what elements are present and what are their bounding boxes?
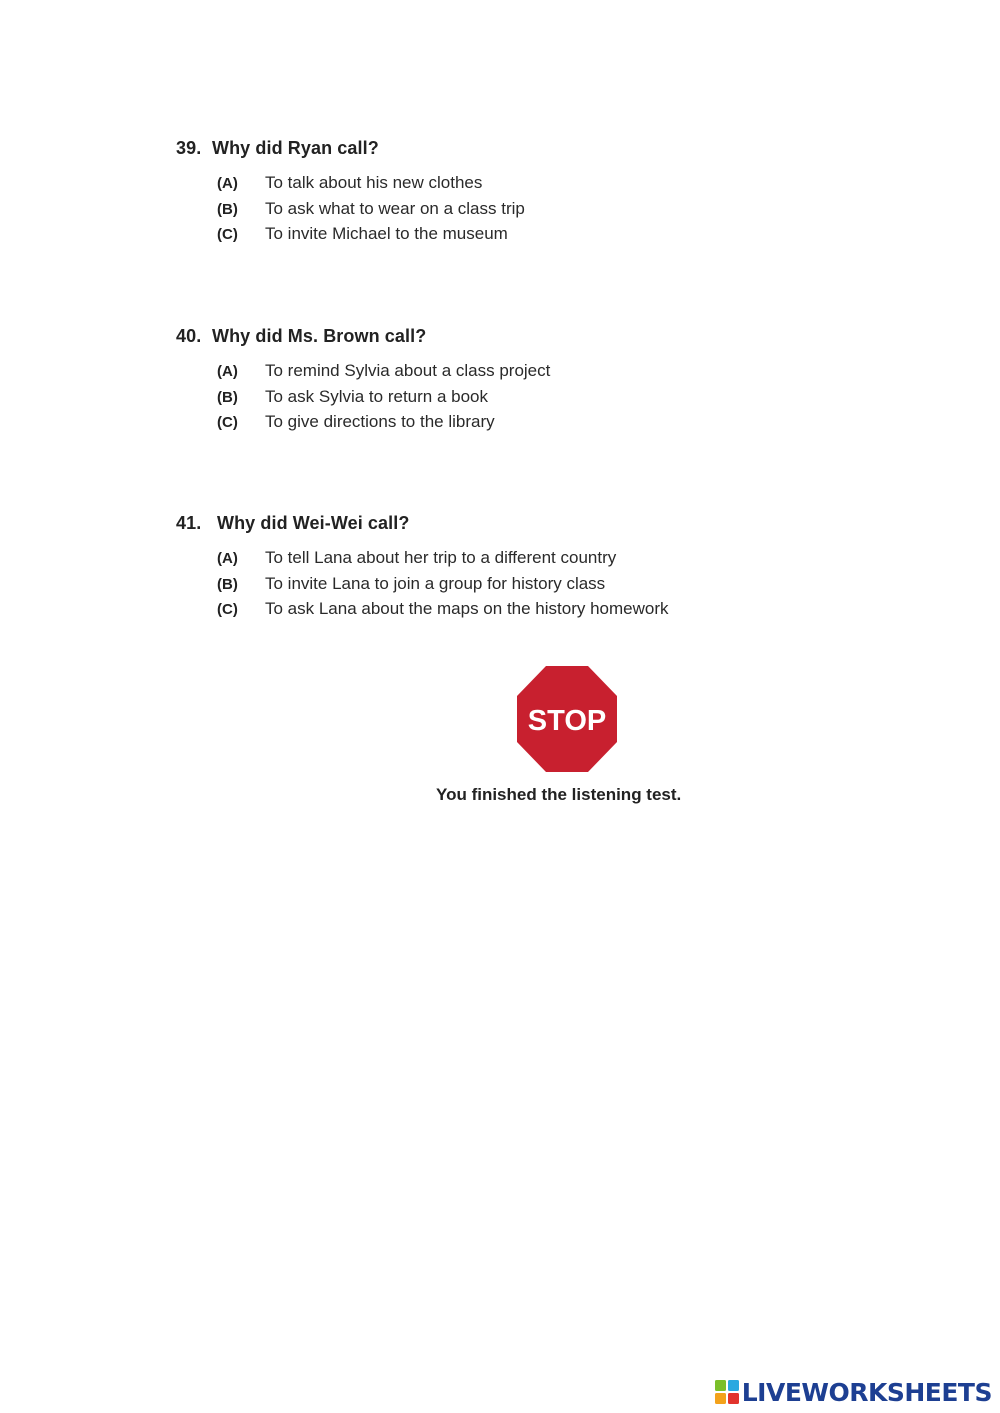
option-c[interactable] bbox=[176, 412, 876, 438]
option-letter: (A) bbox=[217, 363, 238, 380]
question-number: 40. bbox=[176, 326, 202, 346]
brand-name: LIVEWORKSHEETS bbox=[741, 1377, 992, 1407]
question-prompt: Why did Wei-Wei call? bbox=[217, 513, 410, 533]
option-letter: (C) bbox=[217, 414, 238, 431]
brand-watermark bbox=[715, 1375, 992, 1409]
option-c[interactable] bbox=[176, 599, 876, 625]
question-41 bbox=[176, 512, 876, 625]
stop-sign-text: STOP bbox=[527, 705, 607, 737]
question-number: 41. bbox=[176, 513, 202, 533]
option-b[interactable] bbox=[176, 387, 876, 413]
option-letter: (C) bbox=[217, 601, 238, 618]
option-text: To ask what to wear on a class trip bbox=[265, 198, 525, 218]
option-letter: (A) bbox=[217, 550, 238, 567]
option-letter: (A) bbox=[217, 175, 238, 192]
option-text: To ask Sylvia to return a book bbox=[265, 386, 489, 406]
question-prompt: Why did Ms. Brown call? bbox=[212, 326, 427, 346]
question-prompt: Why did Ryan call? bbox=[212, 138, 379, 158]
option-b[interactable] bbox=[176, 574, 876, 600]
liveworksheets-logo-icon bbox=[715, 1380, 739, 1404]
question-title bbox=[176, 325, 876, 347]
option-c[interactable] bbox=[176, 224, 876, 250]
question-40 bbox=[176, 325, 876, 438]
option-a[interactable] bbox=[176, 361, 876, 387]
option-letter: (B) bbox=[217, 388, 238, 406]
option-text: To tell Lana about her trip to a different country bbox=[265, 548, 617, 567]
option-text: To ask Lana about the maps on the history homework bbox=[265, 599, 669, 618]
option-text: To talk about his new clothes bbox=[265, 173, 483, 192]
stop-sign-icon bbox=[516, 665, 618, 773]
question-title bbox=[176, 137, 876, 159]
stop-caption: You finished the listening test. bbox=[436, 785, 682, 804]
question-title bbox=[176, 512, 876, 534]
option-text: To remind Sylvia about a class project bbox=[265, 361, 551, 380]
option-letter: (C) bbox=[217, 226, 238, 243]
option-text: To invite Michael to the museum bbox=[265, 224, 508, 243]
question-39 bbox=[176, 137, 876, 250]
question-number: 39. bbox=[176, 138, 202, 158]
option-letter: (B) bbox=[217, 575, 238, 593]
option-a[interactable] bbox=[176, 548, 876, 574]
option-text: To invite Lana to join a group for history class bbox=[265, 573, 606, 593]
option-a[interactable] bbox=[176, 173, 876, 199]
option-letter: (B) bbox=[217, 200, 238, 218]
option-b[interactable] bbox=[176, 199, 876, 225]
option-text: To give directions to the library bbox=[265, 412, 495, 431]
